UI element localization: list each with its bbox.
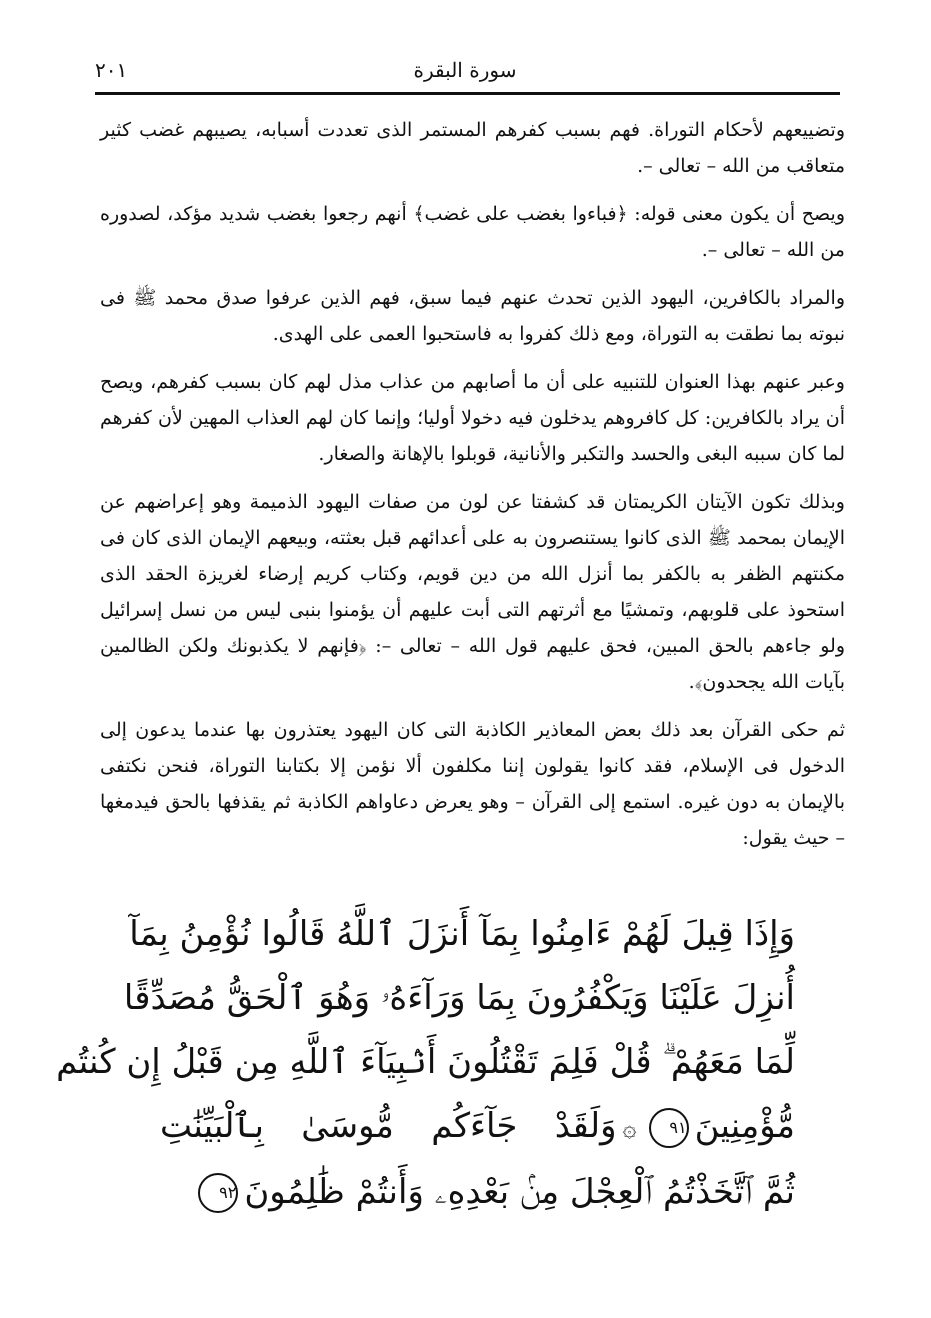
verse-fragment: مُّؤْمِنِينَ bbox=[694, 1106, 795, 1146]
paragraph: وبذلك تكون الآيتان الكريمتان قد كشفتا عن لون من صفات اليهود الذميمة وهو إعراضهم عن الإيمان بمحمد ﷺ الذى كانوا يستنصرون به على أعدائهم قبل بعثته، وبيعهم الإيمان الذى كان فى مكنتهم الظفر به بالكفر بما أنزل الله من دين قويم، وكتاب كريم إرضاء لغريزة الحقد الذى استحوذ على قلوبهم، وتمشيًا مع أثرتهم التى أبت عليهم أن يؤمنوا بنبى ليس من نسل إسرائيل ولو جاءهم بالحق المبين، فحق عليهم قول الله – تعالى –: ﴿فإنهم لا يكذبونك ولكن الظالمين بآيات الله يجحدون﴾. bbox=[100, 491, 845, 693]
ayah-number-marker: ٩٢ bbox=[198, 1173, 238, 1213]
surah-title: سورة البقرة bbox=[413, 58, 517, 82]
verse-line bbox=[160, 1160, 795, 1224]
page-header bbox=[95, 52, 835, 92]
paragraph: ويصح أن يكون معنى قوله: ﴿فباءوا بغضب على غضب﴾ أنهم رجعوا بغضب شديد مؤكد، لصدوره من الله – تعالى –. bbox=[100, 203, 845, 261]
ayah-number-marker: ٩١ bbox=[649, 1108, 689, 1148]
verse-line bbox=[160, 1094, 795, 1160]
page-number: ٢٠١ bbox=[95, 58, 128, 82]
verse-line: أُنزِلَ عَلَيْنَا وَيَكْفُرُونَ بِمَا وَرَآءَهُۥ وَهُوَ ٱلْحَقُّ مُصَدِّقًا bbox=[123, 978, 795, 1018]
commentary-text bbox=[100, 112, 845, 868]
paragraph: وتضييعهم لأحكام التوراة. فهم بسبب كفرهم المستمر الذى تعددت أسبابه، يصيبهم غضب كثير متعاقب من الله – تعالى –. bbox=[100, 119, 845, 177]
rub-el-hizb-icon: ۞ bbox=[622, 1113, 637, 1142]
paragraph: ثم حكى القرآن بعد ذلك بعض المعاذير الكاذبة التى كان اليهود يعتذرون بها عندما يدعون إلى الدخول فى الإسلام، فقد كانوا يقولون إننا مكلفون ألا نؤمن إلا بكتابنا التوراة، فنحن نكتفى بالإيمان به دون غيره. استمع إلى القرآن – وهو يعرض دعاواهم الكاذبة ثم يقذفها بالحق فيدمغها – حيث يقول: bbox=[100, 719, 845, 849]
verse-line: وَإِذَا قِيلَ لَهُمْ ءَامِنُوا بِمَآ أَنزَلَ ٱللَّهُ قَالُوا نُؤْمِنُ بِمَآ bbox=[129, 914, 795, 954]
verse-line: لِّمَا مَعَهُمْ ۗ قُلْ فَلِمَ تَقْتُلُونَ أَنۢبِيَآءَ ٱللَّهِ مِن قَبْلُ إِن كُنتُم bbox=[56, 1042, 795, 1082]
header-divider bbox=[95, 92, 840, 95]
quran-verses bbox=[56, 902, 795, 1224]
paragraph: والمراد بالكافرين، اليهود الذين تحدث عنهم فيما سبق، فهم الذين عرفوا صدق محمد ﷺ فى نبوته بما نطقت به التوراة، ومع ذلك كفروا به فاستحبوا العمى على الهدى. bbox=[100, 287, 845, 345]
verse-fragment: وَلَقَدْ جَآءَكُم مُّوسَىٰ بِٱلْبَيِّنَٰتِ bbox=[160, 1106, 617, 1146]
verse-fragment: ثُمَّ ٱتَّخَذْتُمُ ٱلْعِجْلَ مِنۢ بَعْدِهِۦ وَأَنتُمْ ظَٰلِمُونَ bbox=[244, 1171, 795, 1212]
paragraph: وعبر عنهم بهذا العنوان للتنبيه على أن ما أصابهم من عذاب مذل لهم كان بسبب كفرهم، ويصح أن يراد بالكافرين: كل كافروهم يدخلون فيه دخولا أوليا؛ وإنما كان لهم العذاب المهين لأن كفرهم لما كان سببه البغى والحسد والتكبر والأنانية، قوبلوا بالإهانة والصغار. bbox=[100, 371, 845, 465]
